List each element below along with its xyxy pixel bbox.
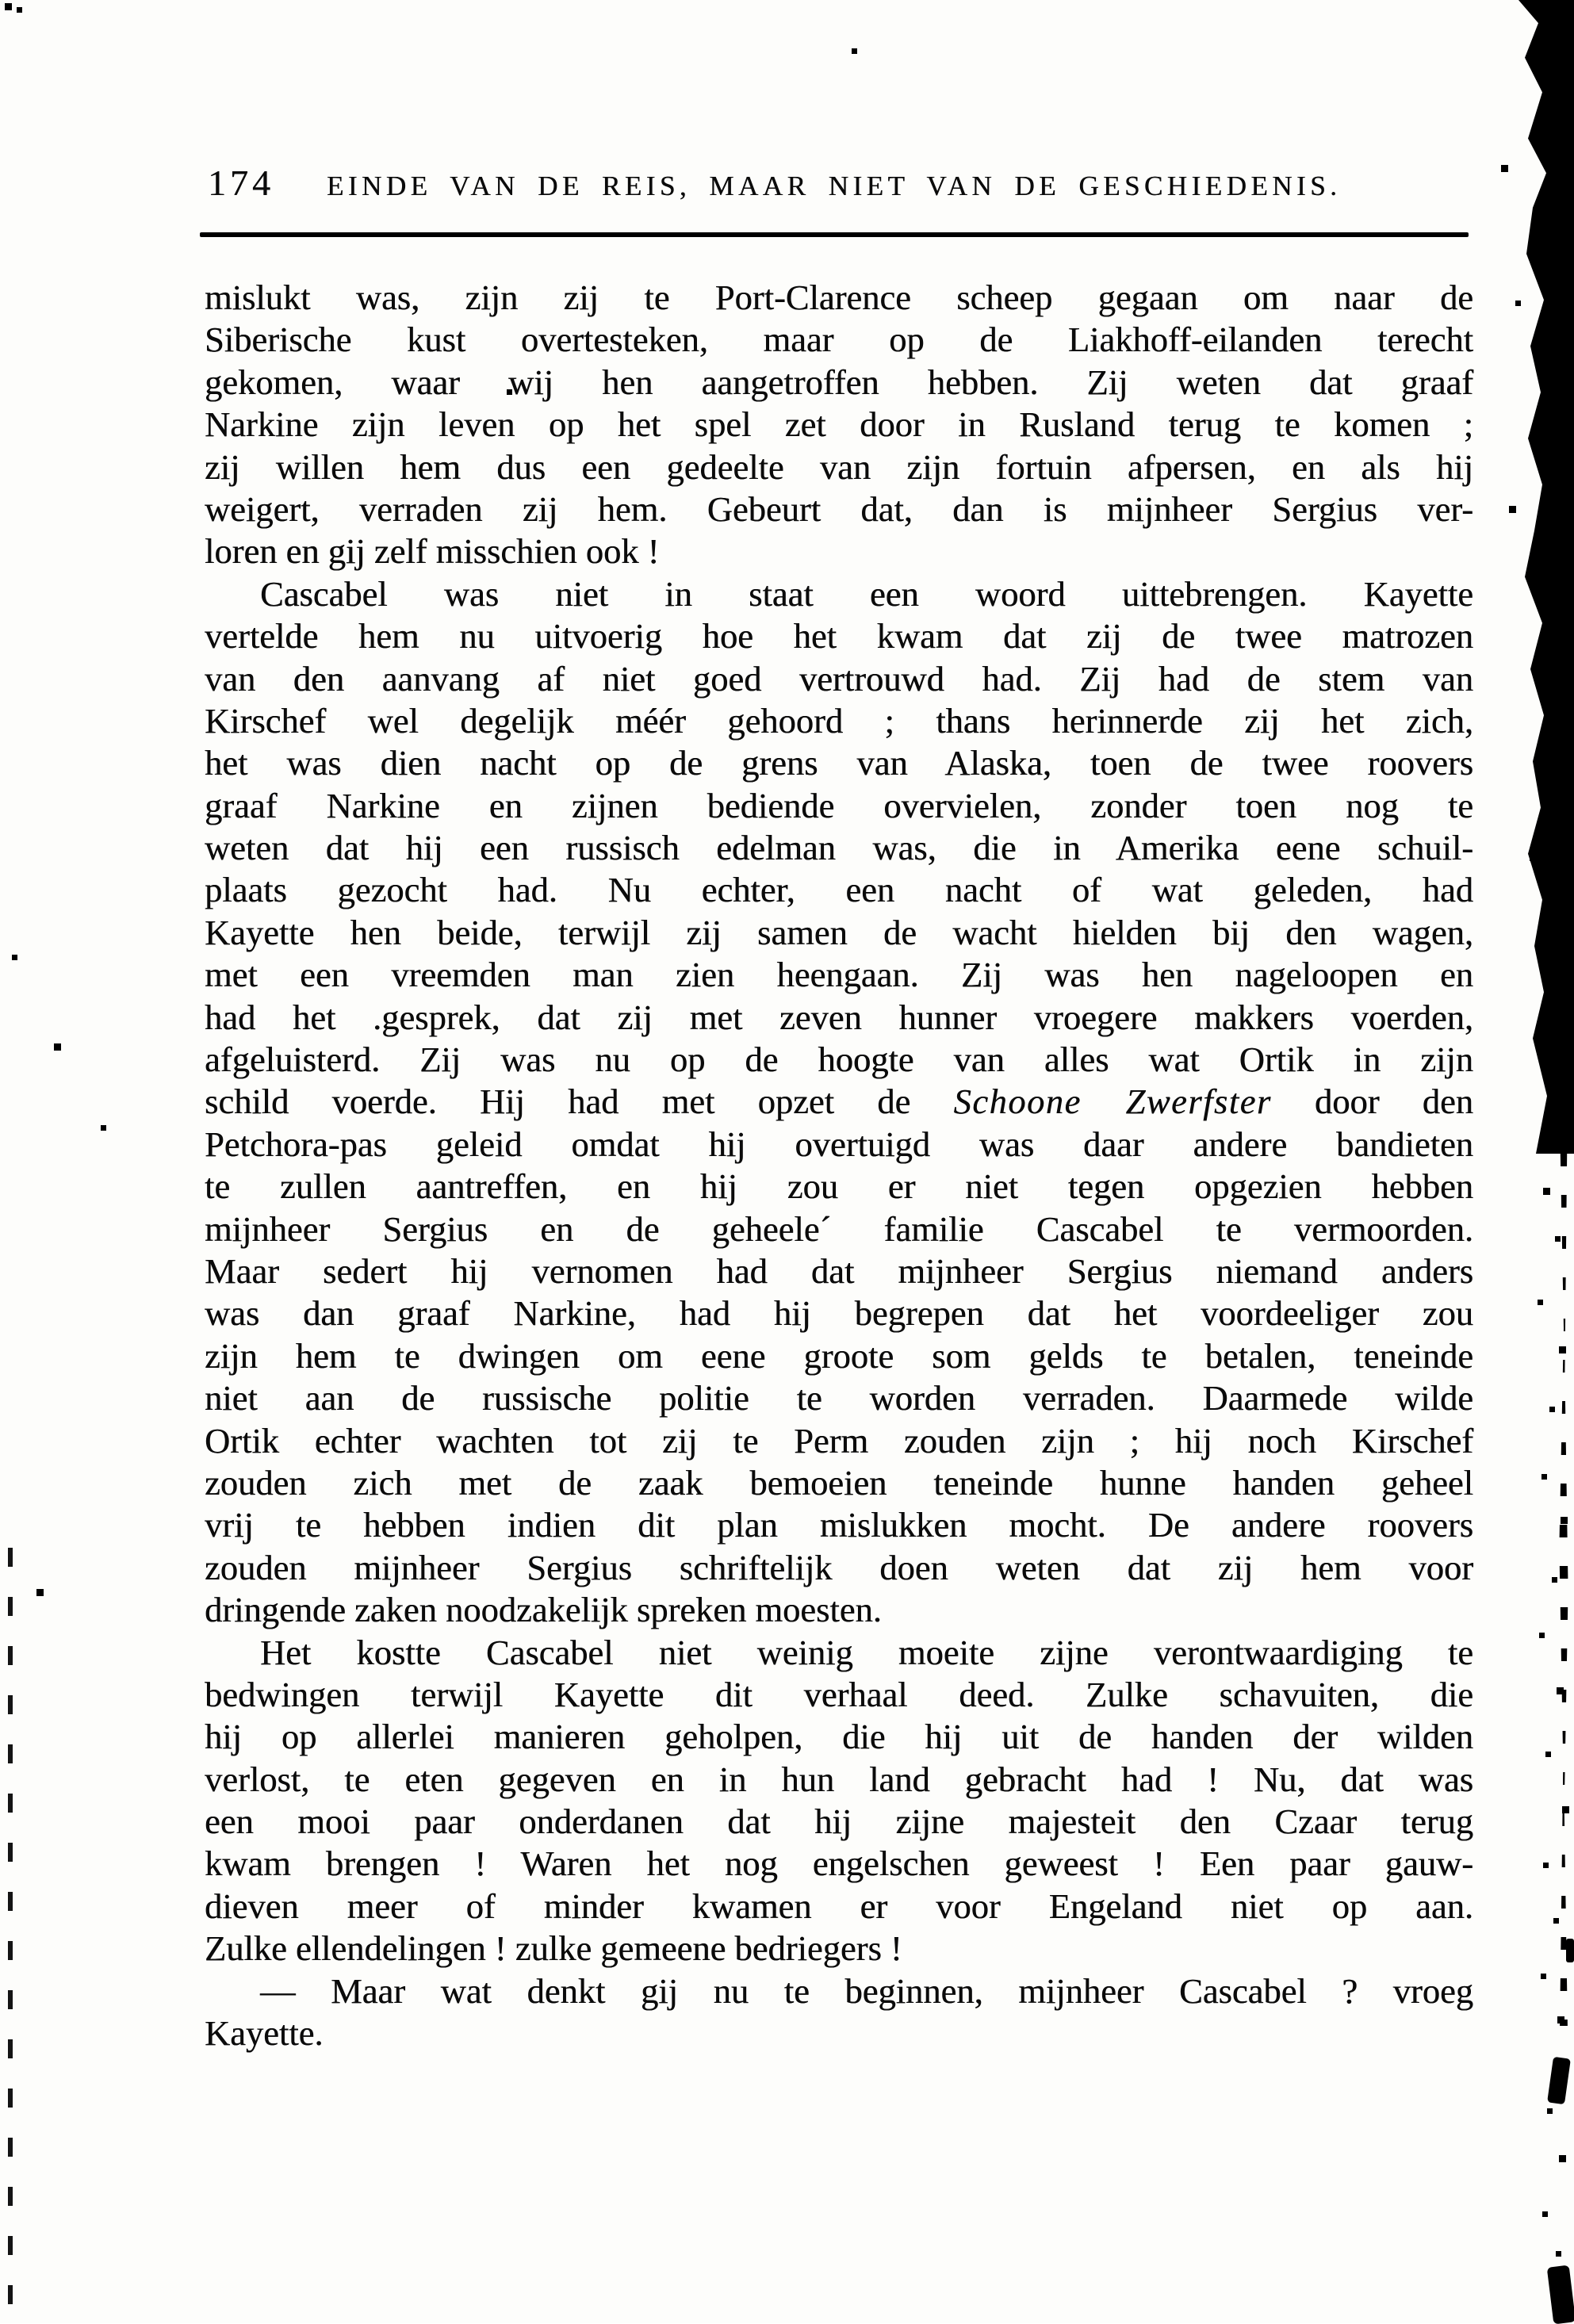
text-line: Petchora-pas geleid omdat hij overtuigd was daar andere bandieten: [205, 1124, 1473, 1164]
page-header: [208, 162, 1473, 204]
text-line: dieven meer of minder kwamen er voor Engeland niet op aan.: [205, 1886, 1473, 1926]
text-line: Het kostte Cascabel niet weinig moeite zijne verontwaardiging te: [260, 1632, 1473, 1672]
text-line: bedwingen terwijl Kayette dit verhaal deed. Zulke schavuiten, die: [205, 1674, 1473, 1714]
header-rule: [200, 232, 1469, 237]
text-line: Zulke ellendelingen ! zulke gemeene bedriegers !: [205, 1928, 902, 1969]
text-line: Cascabel was niet in staat een woord uittebrengen. Kayette: [260, 573, 1473, 614]
text-line: was dan graaf Narkine, had hij begrepen dat het voordeeliger zou: [205, 1293, 1473, 1334]
text-line: vrij te hebben indien dit plan mislukken mocht. De andere roovers: [205, 1505, 1473, 1545]
text-line: zouden mijnheer Sergius schriftelijk doen weten dat zij hem voor: [205, 1547, 1473, 1587]
scan-left-margin-marks: [8, 1548, 13, 2321]
text-line: dringende zaken noodzakelijk spreken moesten.: [205, 1590, 882, 1630]
text-line: Kayette hen beide, terwijl zij samen de wacht hielden bij den wagen,: [205, 912, 1473, 952]
text-line: schild voerde. Hij had met opzet de Schoone Zwerfster door den: [205, 1082, 1473, 1122]
text-line: Kayette.: [205, 2013, 324, 2054]
text-line: mislukt was, zijn zij te Port-Clarence scheep gegaan om naar de: [205, 278, 1473, 317]
text-line: hij op allerlei manieren geholpen, die hij uit de handen der wilden: [205, 1717, 1473, 1757]
paragraph: [205, 277, 1473, 573]
text-line: — Maar wat denkt gij nu te beginnen, mijnheer Cascabel ? vroeg: [260, 1970, 1473, 2011]
scan-speckles: [0, 0, 4, 4]
scan-edge-band: [1495, 0, 1574, 1154]
text-line: Kirschef wel degelijk méér gehoord ; thans herinnerde zij het zich,: [205, 700, 1473, 741]
text-line: weten dat hij een russisch edelman was, die in Amerika eene schuil-: [205, 828, 1473, 868]
scan-ink-blob: [1566, 1939, 1574, 1962]
paragraph: [205, 573, 1473, 1632]
text-line: weigert, verraden zij hem. Gebeurt dat, dan is mijnheer Sergius ver-: [205, 488, 1473, 529]
text-line: zijn hem te dwingen om eene groote som gelds te betalen, teneinde: [205, 1335, 1473, 1376]
text-line: verlost, te eten gegeven en in hun land gebracht had ! Nu, dat was: [205, 1759, 1473, 1799]
text-line: loren en gij zelf misschien ook !: [205, 531, 660, 572]
text-line: afgeluisterd. Zij was nu op de hoogte van alles wat Ortik in zijn: [205, 1039, 1473, 1080]
text-line: gekomen, waar wij hen aangetroffen hebben. Zij weten dat graaf: [205, 362, 1473, 402]
text-line: het was dien nacht op de grens van Alaska, toen de twee roovers: [205, 743, 1473, 783]
text-line: vertelde hem nu uitvoerig hoe het kwam dat zij de twee matrozen: [205, 616, 1473, 657]
text-line: met een vreemden man zien heengaan. Zij was hen nageloopen en: [205, 955, 1473, 995]
running-title: EINDE VAN DE REIS, MAAR NIET VAN DE GESCHIEDENIS.: [327, 170, 1342, 201]
body-text: [205, 277, 1473, 2054]
text-line: plaats gezocht had. Nu echter, een nacht of wat geleden, had: [205, 870, 1473, 910]
text-line: mijnheer Sergius en de geheele´ familie Cascabel te vermoorden.: [205, 1208, 1473, 1249]
text-line: Ortik echter wachten tot zij te Perm zouden zijn ; hij noch Kirschef: [205, 1420, 1473, 1461]
scan-edge-tail: [1558, 1154, 1569, 2026]
paragraph: [205, 1632, 1473, 1970]
page-number: 174: [208, 163, 274, 203]
text-line: Narkine zijn leven op het spel zet door in Rusland terug te komen ;: [205, 404, 1473, 445]
scan-ink-blob: [1547, 2265, 1574, 2324]
text-line: zij willen hem dus een gedeelte van zijn fortuin afpersen, en als hij: [205, 446, 1473, 487]
text-line: kwam brengen ! Waren het nog engelschen geweest ! Een paar gauw-: [205, 1844, 1473, 1884]
text-line: te zullen aantreffen, en hij zou er niet tegen opgezien hebben: [205, 1166, 1473, 1207]
text-line: graaf Narkine en zijnen bediende overvielen, zonder toen nog te: [205, 785, 1473, 825]
text-line: zouden zich met de zaak bemoeien teneinde hunne handen geheel: [205, 1462, 1473, 1503]
text-line: een mooi paar onderdanen dat hij zijne majesteit den Czaar terug: [205, 1801, 1473, 1842]
scan-ink-blob: [1547, 2057, 1571, 2104]
text-line: van den aanvang af niet goed vertrouwd had. Zij had de stem van: [205, 658, 1473, 699]
text-line: had het .gesprek, dat zij met zeven hunner vroegere makkers voerden,: [205, 997, 1473, 1037]
text-line: Maar sedert hij vernomen had dat mijnheer Sergius niemand anders: [205, 1250, 1473, 1291]
paragraph: [205, 1970, 1473, 2055]
text-line: Siberische kust overtesteken, maar op de Liakhoff-eilanden terecht: [205, 320, 1473, 360]
text-line: niet aan de russische politie te worden verraden. Daarmede wilde: [205, 1378, 1473, 1419]
